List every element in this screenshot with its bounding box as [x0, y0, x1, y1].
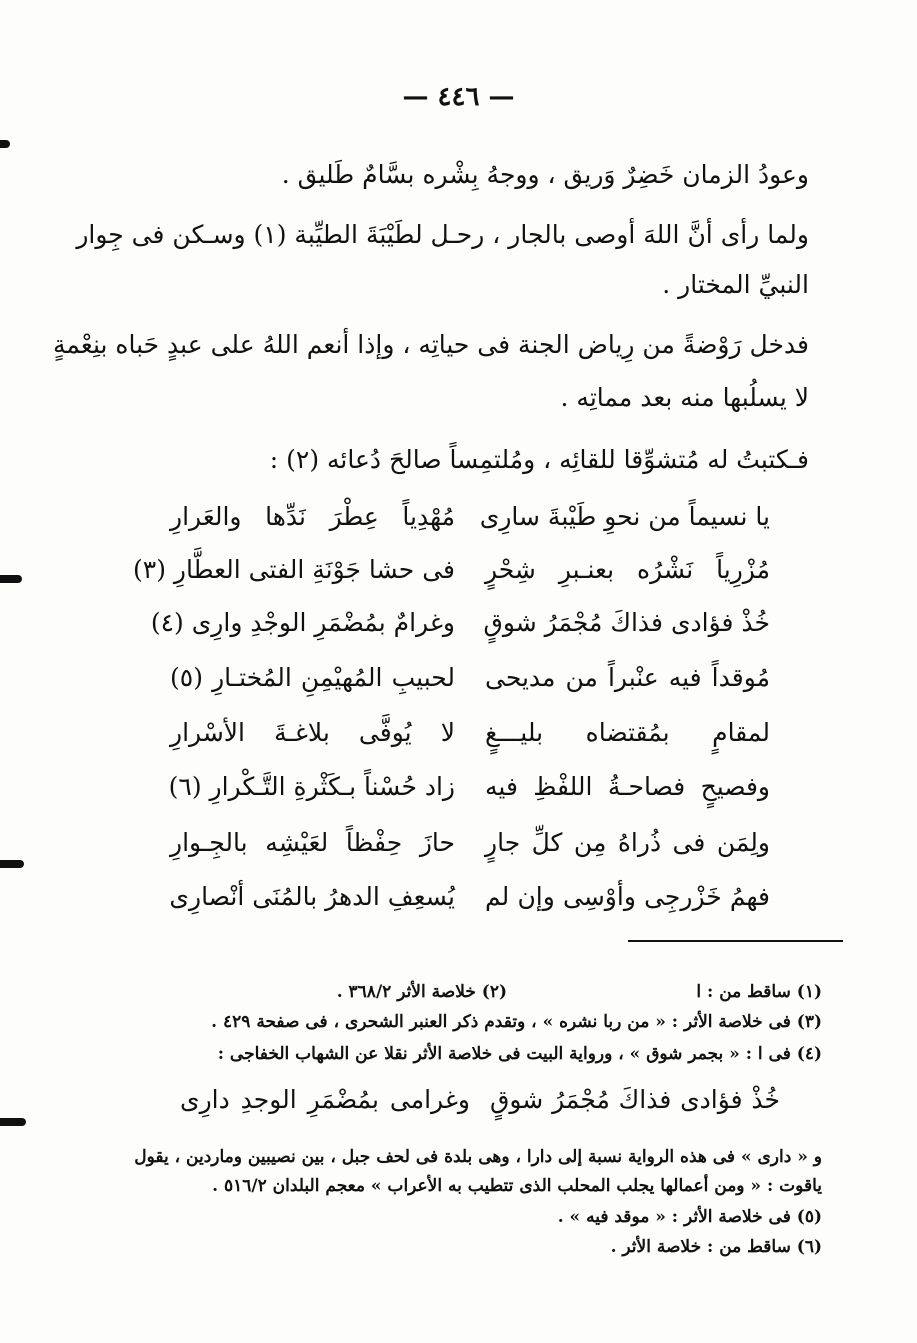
verse-hemistich-second: حازَ حِفْظاً لعَيْشِه بالجِـوارِ	[170, 828, 455, 857]
footnote-2: (٢) خلاصة الأثر ٣٦٨/٢ .	[336, 982, 507, 1002]
footnote-1: (١) ساقط من : ا	[696, 982, 822, 1002]
verse-hemistich-second: لا يُوفَّى بلاغـةَ الأسْرارِ	[170, 718, 455, 747]
verse-hemistich-second: لحبيبِ المُهيْمِنِ المُختـارِ (٥)	[170, 663, 455, 692]
verse-hemistich-first: خُذْ فؤادى فذاكَ مُجْمَرُ شوقٍ	[490, 1085, 780, 1114]
verse-hemistich-second: فى حشا جَوْنَةِ الفتى العطَّارِ (٣)	[133, 555, 455, 584]
footnote-6: (٦) ساقط من : خلاصة الأثر .	[610, 1237, 822, 1257]
footnote-4-continuation: و « دارى » فى هذه الرواية نسبة إلى دارا ، وهى بلدة فى لحف جبل ، بين نصيبين وماردين ، يقول	[134, 1147, 822, 1167]
verse-hemistich-first: فهمُ خَزْرجِى وأوْسِى وإن لم	[485, 882, 770, 911]
page-edge-mark	[0, 575, 22, 583]
verse-line	[150, 608, 770, 658]
verse-hemistich-first: مُوقداً فيه عنْبراً من مديحى	[485, 663, 770, 692]
footnote-4-continuation: ياقوت : « ومن أعمالها يجلب المحلب الذى تتطيب به الأعراب » معجم البلدان ٥١٦/٢ .	[212, 1176, 822, 1196]
footnote-divider	[628, 940, 843, 942]
prose-line: فـكتبتُ له مُتشوِّقا للقائِه ، ومُلتمِساً صالحَ دُعائه (٢) :	[269, 445, 809, 474]
prose-line: وعودُ الزمان خَضِرٌ وَريق ، ووجهُ بِشْره بسَّامٌ طَليق .	[281, 160, 809, 189]
verse-hemistich-first: ولِمَن فى ذُراهُ مِن كلِّ جارٍ	[485, 828, 770, 857]
verse-line	[170, 718, 770, 768]
verse-hemistich-second: وغرامى بمُضْمَرِ الوجدِ دارِى	[180, 1085, 470, 1114]
page-edge-mark	[0, 1118, 26, 1126]
verse-hemistich-second: يُسعِفِ الدهرُ بالمُنَى أنْصارِى	[169, 882, 455, 911]
prose-line: فدخل رَوْضةً من رِياض الجنة فى حياتِه ، وإذا أنعم اللهُ على عبدٍ حَباه بنِعْمةٍ	[53, 330, 809, 359]
verse-hemistich-first: خُذْ فؤادى فذاكَ مُجْمَرُ شوقٍ	[483, 608, 770, 637]
verse-hemistich-first: مُزْرِياً نَشْرُه بعنـبرِ شِحْرٍ	[485, 555, 770, 584]
footnote-4: (٤) فى ا : « بجمر شوق » ، ورواية البيت فى خلاصة الأثر نقلا عن الشهاب الخفاجى :	[217, 1044, 822, 1064]
footnote-5: (٥) فى خلاصة الأثر : « موقد فيه » .	[557, 1207, 822, 1227]
prose-line: ولما رأى أنَّ اللهَ أوصى بالجار ، رحـل لطَيْبَةَ الطيِّبة (١) وسـكن فى جِوار	[76, 220, 809, 249]
page-number: — ٤٤٦ —	[402, 82, 515, 112]
verse-hemistich-second: زاد حُسْناً بـكَثْرةِ التَّـكْرارِ (٦)	[168, 772, 455, 801]
verse-hemistich-first: لمقامٍ بمُقتضاه بليـــغٍ	[485, 718, 770, 747]
verse-hemistich-second: وغرامٌ بمُضْمَرِ الوجْدِ وارِى (٤)	[150, 608, 455, 637]
verse-line	[170, 502, 770, 552]
prose-line: لا يسلُبها منه بعد مماتِه .	[560, 383, 809, 412]
verse-line	[170, 828, 770, 878]
verse-hemistich-first: وفصيحٍ فصاحـةُ اللفْظِ فيه	[485, 772, 770, 801]
verse-line	[170, 882, 770, 932]
prose-line: النبيِّ المختار .	[662, 270, 809, 299]
verse-line	[170, 663, 770, 713]
footnote-4-verse	[180, 1085, 780, 1125]
verse-line	[133, 555, 770, 605]
page-edge-mark	[0, 140, 10, 148]
verse-line	[170, 772, 770, 822]
footnote-3: (٣) فى خلاصة الأثر : « من ربا نشره » ، وتقدم ذكر العنبر الشحرى ، فى صفحة ٤٢٩ .	[211, 1012, 822, 1032]
page-edge-mark	[0, 860, 24, 868]
verse-hemistich-first: يا نسيماً من نحوِ طَيْبةَ سارِى	[479, 502, 770, 531]
verse-hemistich-second: مُهْدِياً عِطْرَ نَدِّها والعَرارِ	[170, 502, 455, 531]
